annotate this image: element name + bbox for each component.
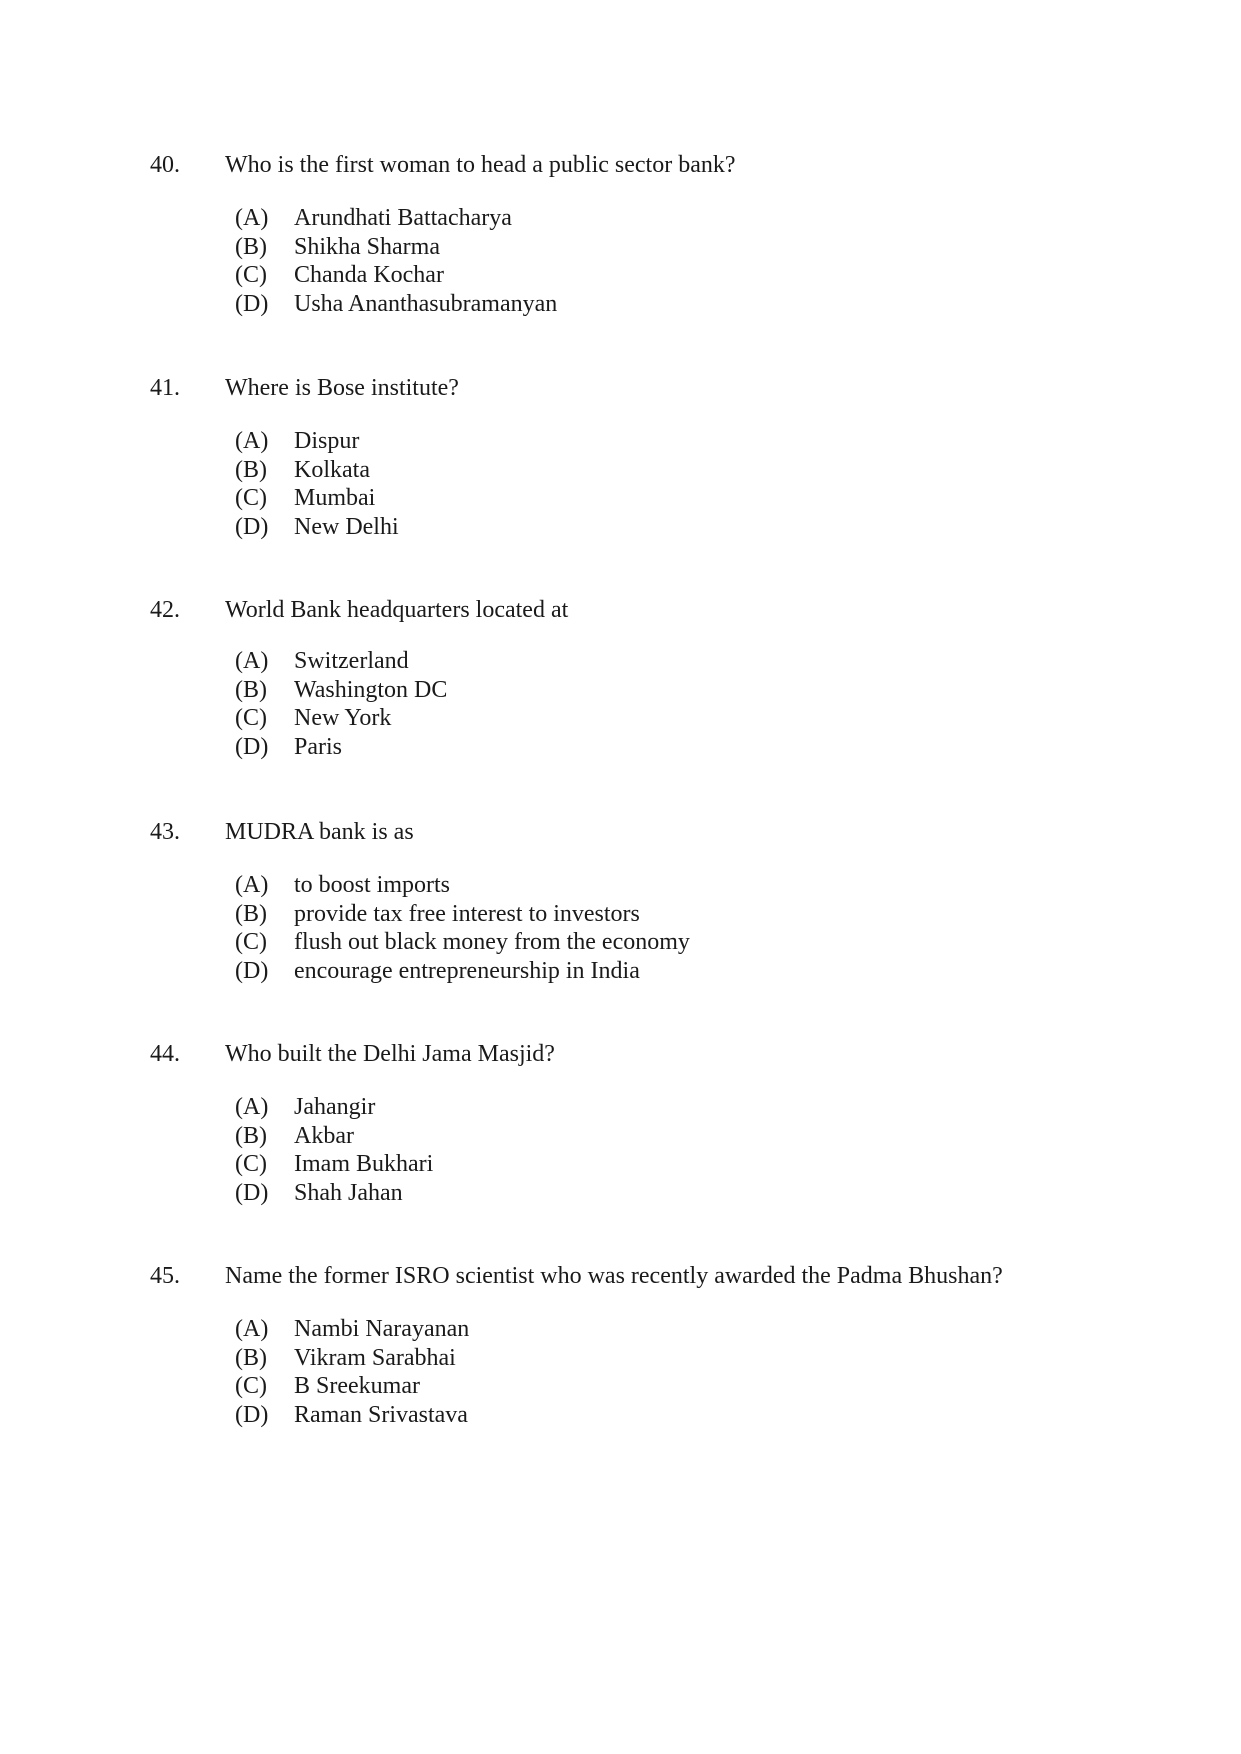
option-b [0,676,1241,705]
options-list [0,427,1241,542]
options-list [0,871,1241,986]
option-text: to boost imports [294,872,451,898]
option-a [0,647,1241,676]
option-label: (A) [235,1094,269,1120]
option-text: Washington DC [294,676,448,703]
question-number: 43. [150,819,180,845]
option-label: (D) [235,1180,269,1207]
option-label: (C) [235,485,267,512]
options-list [0,647,1241,762]
option-label: (B) [235,456,267,483]
option-a [0,871,1241,900]
option-text: Chanda Kochar [294,262,444,289]
option-b [0,233,1241,262]
question-text: World Bank headquarters located at [225,597,569,623]
question-number: 41. [150,375,180,401]
question-number: 40. [150,152,180,178]
option-text: Mumbai [294,485,376,512]
option-a [0,204,1241,233]
option-a [0,1093,1241,1122]
option-a [0,1315,1241,1344]
option-label: (D) [235,291,269,318]
option-text: Akbar [294,1122,354,1149]
option-text: Usha Ananthasubramanyan [294,291,558,318]
question-text: Who built the Delhi Jama Masjid? [225,1041,555,1067]
option-text: B Sreekumar [294,1373,420,1400]
option-d [0,513,1241,542]
options-list [0,1093,1241,1208]
option-text: Jahangir [294,1094,376,1120]
option-a [0,427,1241,456]
option-label: (A) [235,205,269,231]
option-text: flush out black money from the economy [294,929,690,956]
option-text: New Delhi [294,514,399,541]
option-text: New York [294,705,392,732]
option-label: (A) [235,872,269,898]
option-c [0,1150,1241,1179]
option-b [0,456,1241,485]
question-number: 45. [150,1263,180,1289]
option-text: provide tax free interest to investors [294,900,640,927]
option-label: (A) [235,648,269,674]
option-label: (C) [235,1373,267,1400]
option-d [0,957,1241,986]
option-text: Kolkata [294,456,370,483]
option-text: Dispur [294,428,360,454]
option-c [0,1372,1241,1401]
option-c [0,261,1241,290]
option-d [0,290,1241,319]
options-list [0,1315,1241,1430]
option-label: (B) [235,1122,267,1149]
option-label: (D) [235,734,269,761]
question-text: Where is Bose institute? [225,375,459,401]
option-d [0,1179,1241,1208]
option-b [0,900,1241,929]
option-label: (D) [235,1402,269,1429]
option-label: (D) [235,958,269,985]
question-number: 44. [150,1041,180,1067]
option-c [0,484,1241,513]
option-text: Shah Jahan [294,1180,403,1207]
option-text: Raman Srivastava [294,1402,468,1429]
question-number: 42. [150,597,180,623]
option-text: Shikha Sharma [294,233,440,260]
option-text: Imam Bukhari [294,1151,434,1178]
option-label: (C) [235,1151,267,1178]
option-label: (A) [235,1316,269,1342]
option-text: Nambi Narayanan [294,1316,470,1342]
option-label: (B) [235,1344,267,1371]
option-d [0,733,1241,762]
option-label: (B) [235,676,267,703]
option-d [0,1401,1241,1430]
option-label: (C) [235,262,267,289]
options-list [0,204,1241,319]
option-text: encourage entrepreneurship in India [294,958,640,985]
option-b [0,1122,1241,1151]
option-label: (B) [235,900,267,927]
option-label: (A) [235,428,269,454]
option-text: Paris [294,734,342,761]
question-text: Who is the first woman to head a public sector bank? [225,152,736,178]
option-c [0,704,1241,733]
question-text: Name the former ISRO scientist who was recently awarded the Padma Bhushan? [225,1263,1003,1289]
option-label: (D) [235,514,269,541]
option-b [0,1344,1241,1373]
option-label: (C) [235,705,267,732]
option-text: Switzerland [294,648,409,674]
option-c [0,928,1241,957]
question-text: MUDRA bank is as [225,819,414,845]
option-text: Arundhati Battacharya [294,205,512,231]
option-text: Vikram Sarabhai [294,1344,456,1371]
option-label: (C) [235,929,267,956]
option-label: (B) [235,233,267,260]
